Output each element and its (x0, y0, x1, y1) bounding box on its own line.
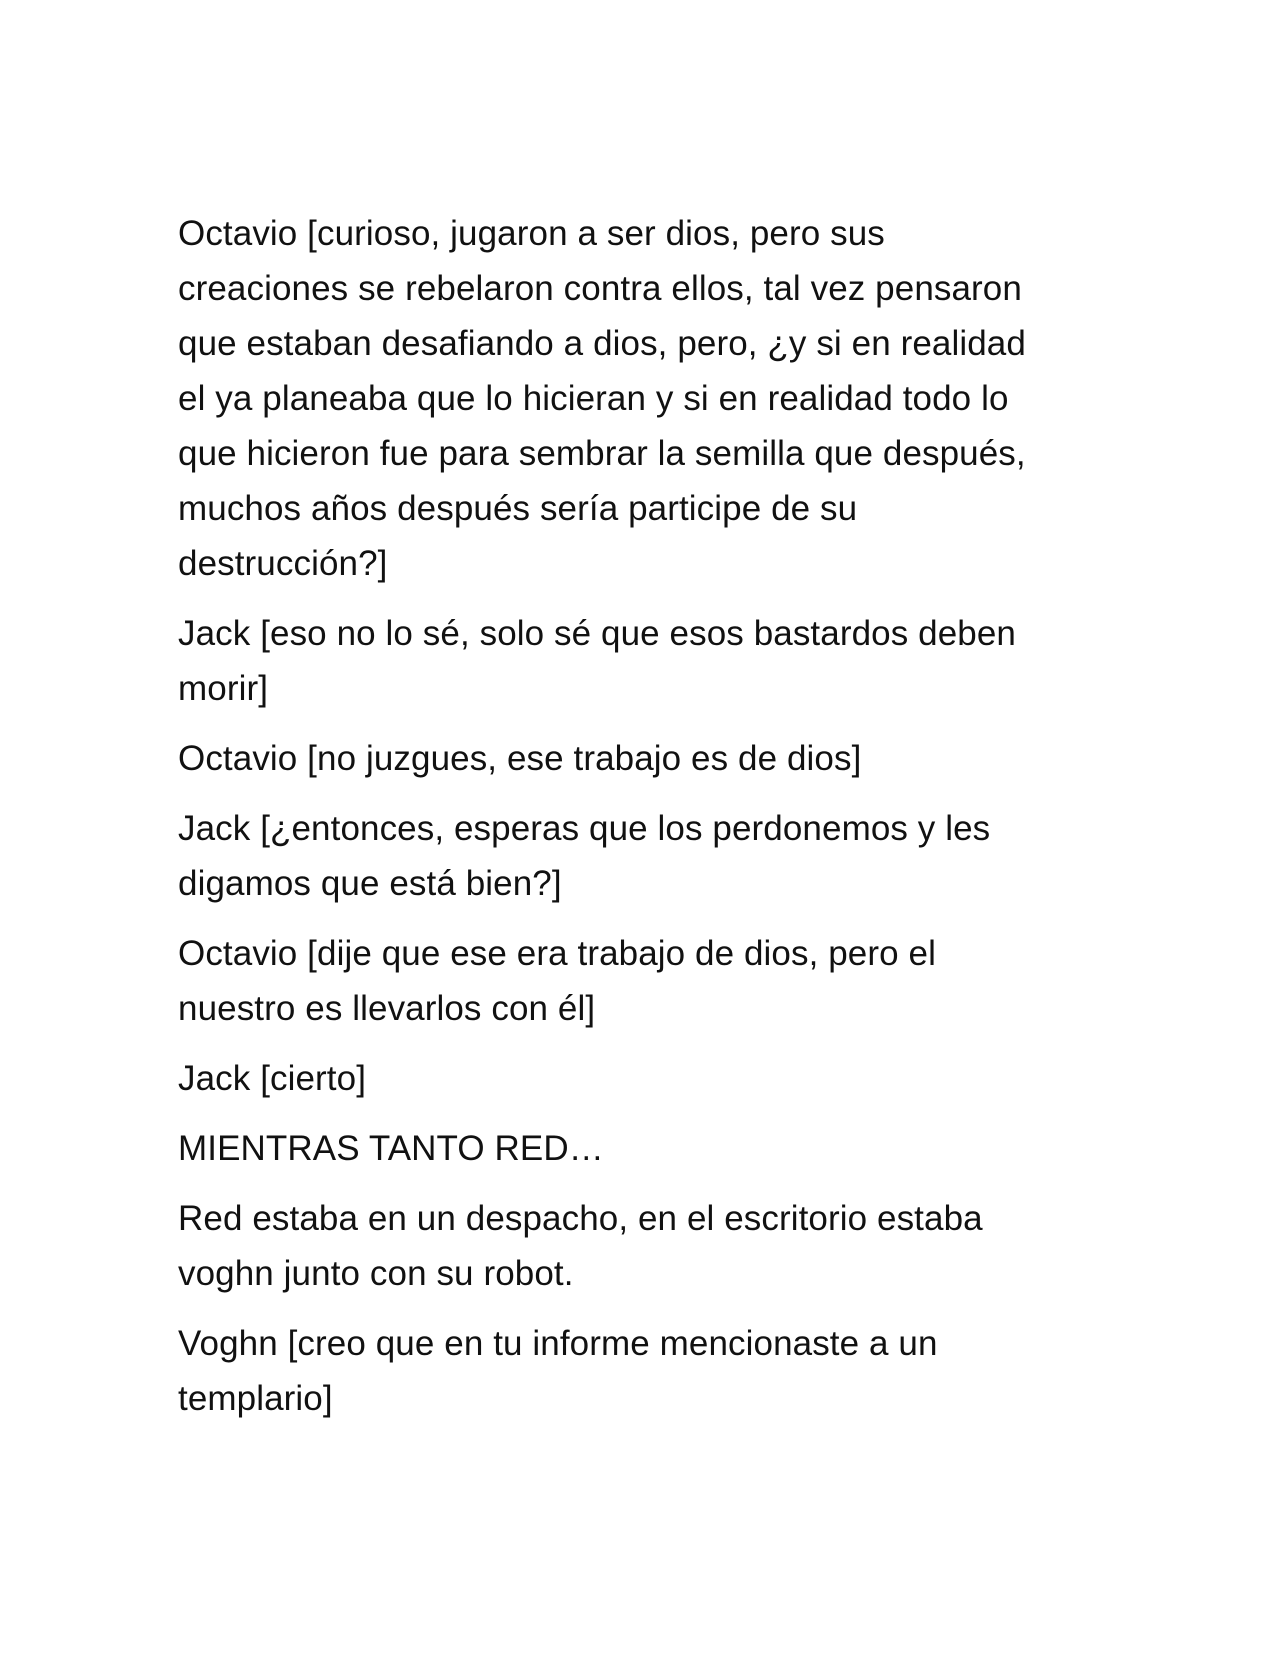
text-line: MIENTRAS TANTO RED… (178, 1129, 604, 1168)
text-line: voghn junto con su robot. (178, 1254, 574, 1293)
text-line: Red estaba en un despacho, en el escritorio estaba (178, 1199, 983, 1238)
paragraph-jack-1 (178, 606, 1118, 716)
text-line: nuestro es llevarlos con él] (178, 989, 596, 1028)
document-body (178, 206, 1118, 1441)
paragraph-octavio-2 (178, 731, 1118, 786)
paragraph-jack-3 (178, 1051, 1118, 1106)
paragraph-jack-2 (178, 801, 1118, 911)
text-line: Jack [¿entonces, esperas que los perdonemos y les (178, 809, 991, 848)
text-line: Jack [cierto] (178, 1059, 367, 1098)
text-line: que estaban desafiando a dios, pero, ¿y si en realidad (178, 324, 1026, 363)
text-line: Octavio [dije que ese era trabajo de dios, pero el (178, 934, 936, 973)
text-line: digamos que está bien?] (178, 864, 562, 903)
text-line: morir] (178, 669, 269, 708)
text-line: el ya planeaba que lo hicieran y si en realidad todo lo (178, 379, 1009, 418)
text-line: templario] (178, 1379, 333, 1418)
text-line: Octavio [no juzgues, ese trabajo es de dios] (178, 739, 862, 778)
paragraph-octavio-3 (178, 926, 1118, 1036)
paragraph-octavio-1 (178, 206, 1118, 591)
paragraph-narration (178, 1191, 1118, 1301)
text-line: destrucción?] (178, 544, 388, 583)
text-line: Voghn [creo que en tu informe mencionaste a un (178, 1324, 938, 1363)
paragraph-voghn-1 (178, 1316, 1118, 1426)
text-line: Octavio [curioso, jugaron a ser dios, pero sus (178, 214, 885, 253)
text-line: Jack [eso no lo sé, solo sé que esos bastardos deben (178, 614, 1016, 653)
text-line: creaciones se rebelaron contra ellos, tal vez pensaron (178, 269, 1022, 308)
text-line: muchos años después sería participe de su (178, 489, 858, 528)
scene-transition (178, 1121, 1118, 1176)
text-line: que hicieron fue para sembrar la semilla que después, (178, 434, 1026, 473)
